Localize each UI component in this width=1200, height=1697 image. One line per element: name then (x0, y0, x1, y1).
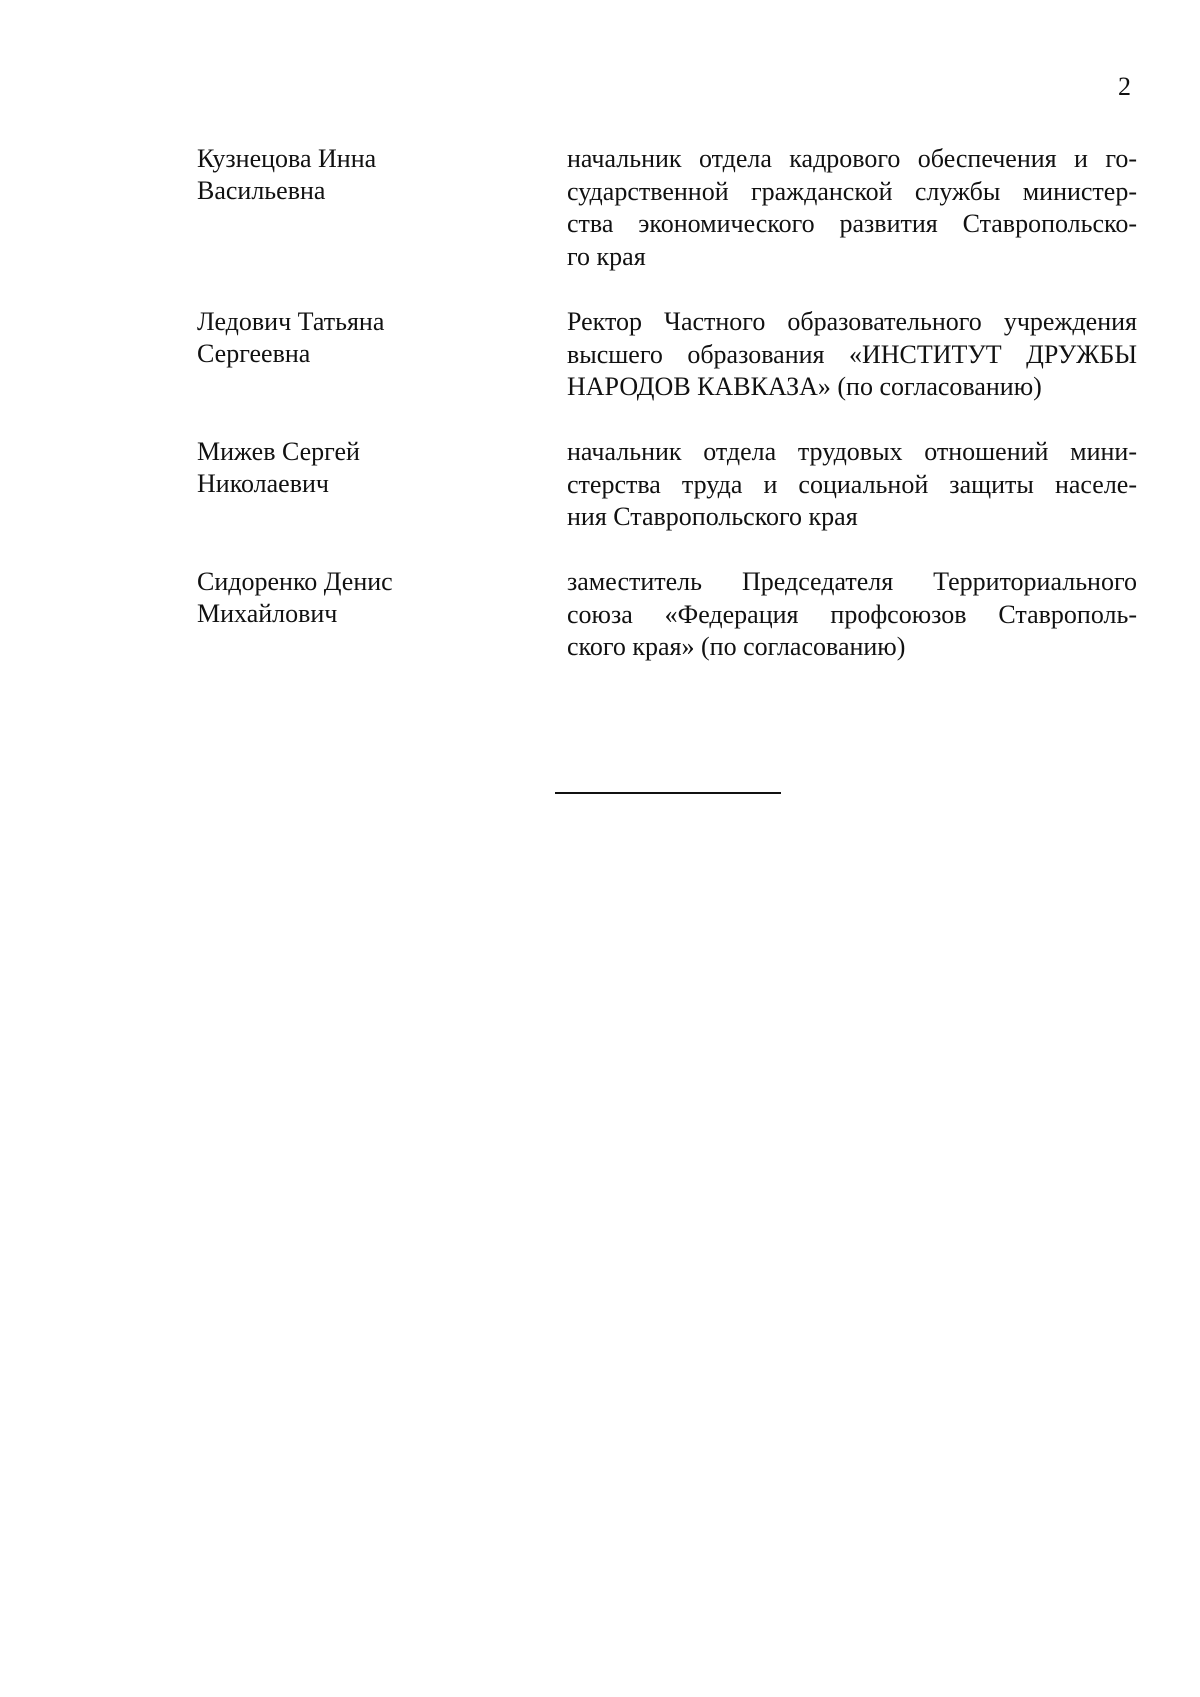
position-line: стерства труда и социальной защиты населе- (567, 469, 1137, 499)
name-line: Сидоренко Денис (197, 567, 393, 596)
name-line: Кузнецова Инна (197, 144, 377, 173)
position-line: сударственной гражданской службы министер- (567, 176, 1137, 206)
position-line: НАРОДОВ КАВКАЗА» (по согласованию) (567, 372, 1042, 401)
position-line: ния Ставропольского края (567, 502, 858, 531)
member-position (567, 306, 1137, 404)
name-line: Мижев Сергей (197, 437, 360, 466)
name-line: Николаевич (197, 469, 329, 498)
member-position (567, 566, 1137, 664)
position-line: союза «Федерация профсоюзов Ставрополь- (567, 599, 1137, 629)
position-line: начальник отдела кадрового обеспечения и го- (567, 144, 1137, 173)
position-line: заместитель Председателя Территориального (567, 567, 1137, 596)
name-line: Сергеевна (197, 339, 311, 368)
position-line: начальник отдела трудовых отношений мини- (567, 437, 1137, 466)
member-name (197, 436, 527, 500)
member-name (197, 566, 527, 630)
position-line: ского края» (по согласованию) (567, 632, 906, 661)
member-name (197, 143, 527, 207)
name-line: Васильевна (197, 176, 326, 205)
member-position (567, 143, 1137, 273)
position-line: Ректор Частного образовательного учреждения (567, 307, 1137, 336)
member-position (567, 436, 1137, 534)
member-name (197, 306, 527, 370)
position-line: ства экономического развития Ставропольско- (567, 209, 1137, 238)
name-line: Михайлович (197, 599, 338, 628)
position-line: высшего образования «ИНСТИТУТ ДРУЖБЫ (567, 339, 1137, 369)
end-separator-line (555, 792, 781, 794)
page-number: 2 (1118, 72, 1131, 101)
position-line: го края (567, 241, 646, 271)
name-line: Ледович Татьяна (197, 307, 385, 336)
